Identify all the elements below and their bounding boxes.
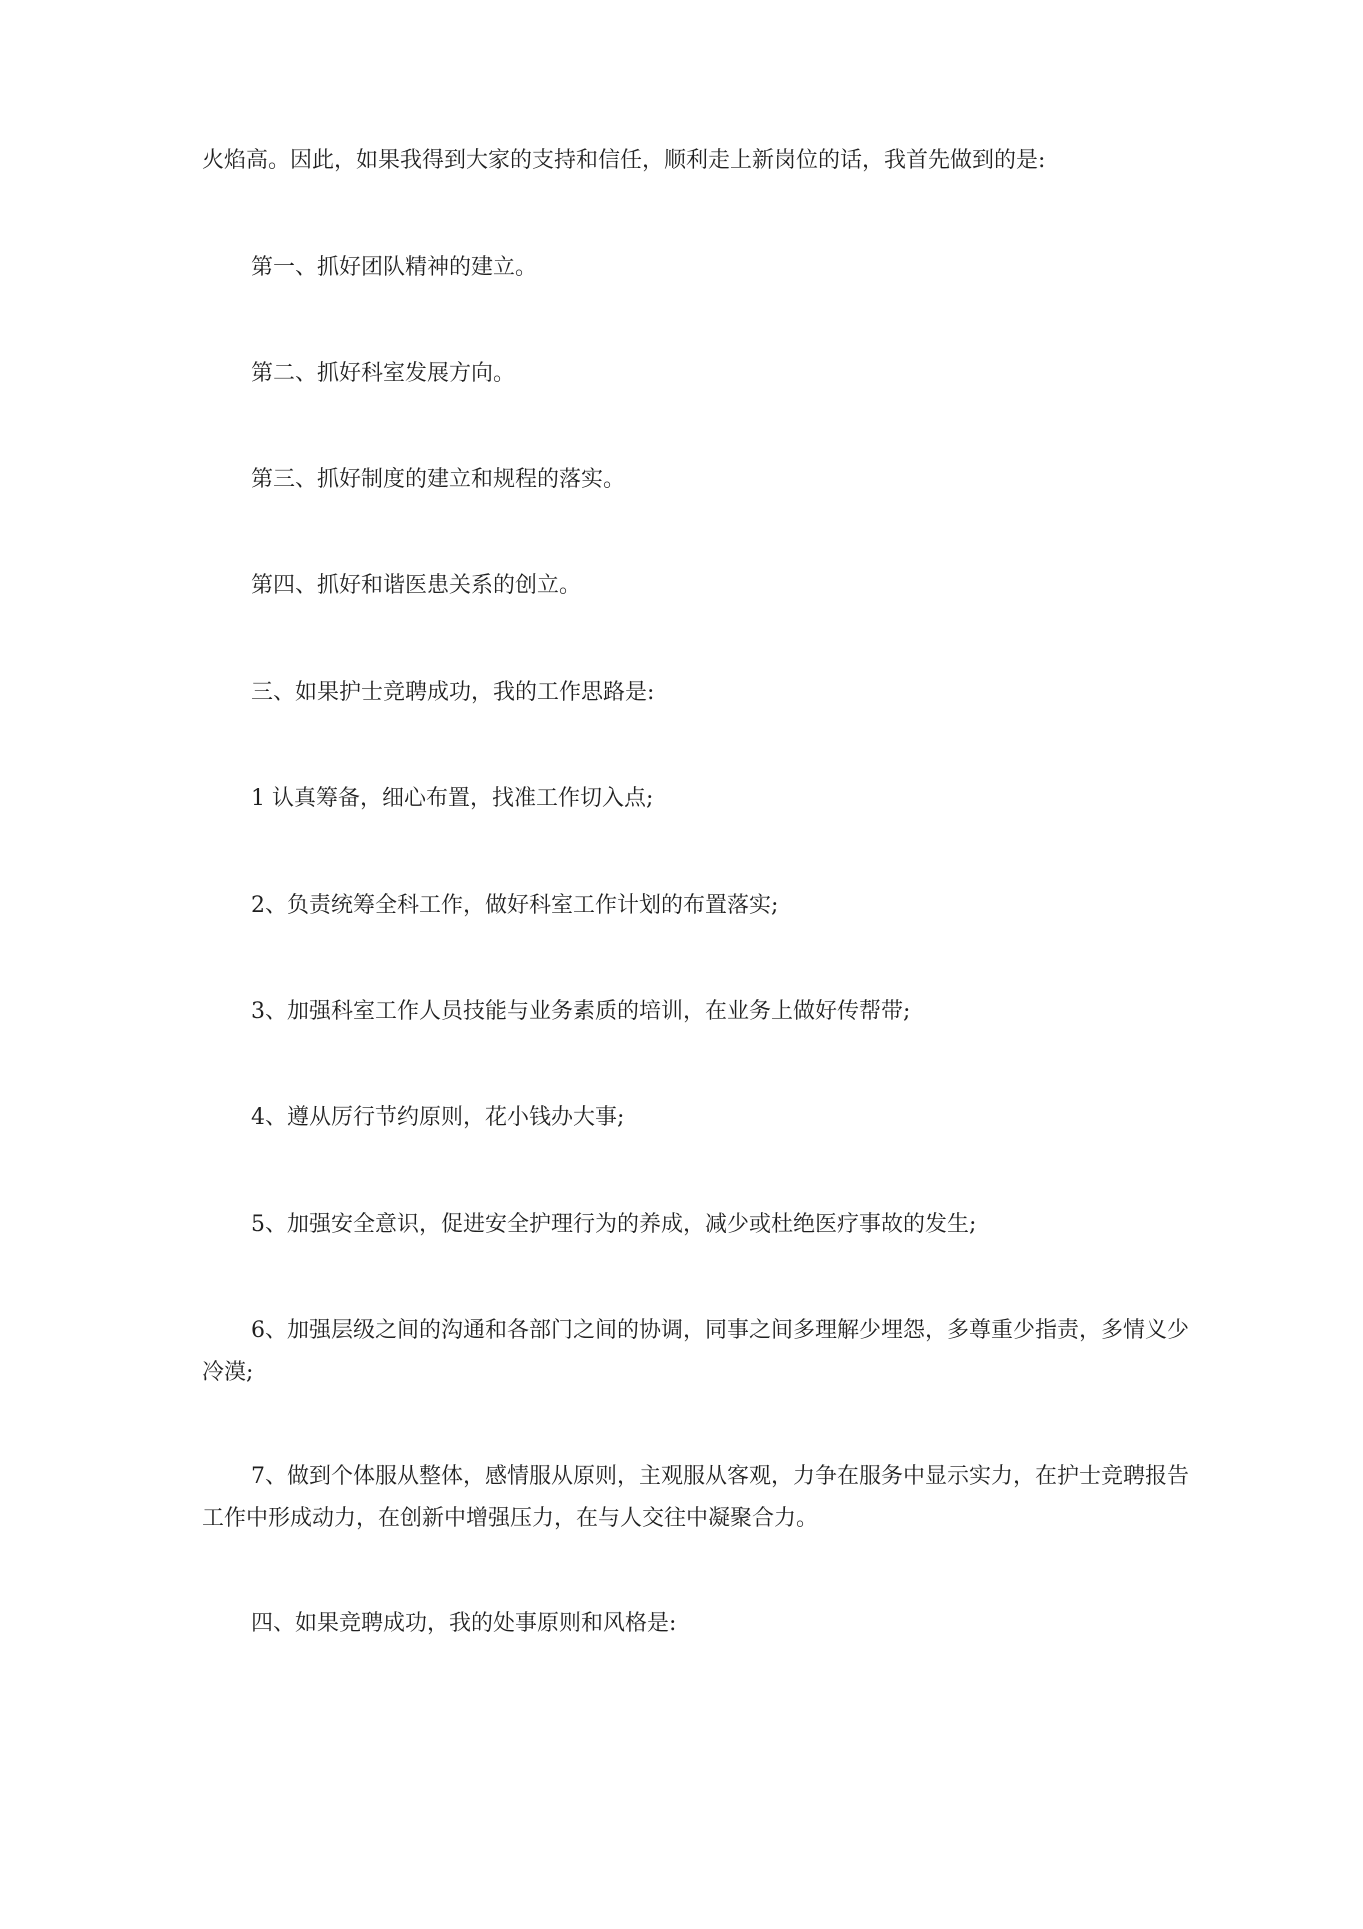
list-item-4: 4、遵从厉行节约原则，花小钱办大事;: [251, 1105, 625, 1130]
paragraph-item-first: 第一、抓好团队精神的建立。: [251, 255, 538, 280]
paragraph-item-fourth: 第四、抓好和谐医患关系的创立。: [251, 573, 582, 598]
list-item-1: 1 认真筹备，细心布置，找准工作切入点;: [251, 786, 654, 811]
list-item-2: 2、负责统筹全科工作，做好科室工作计划的布置落实;: [251, 893, 779, 918]
list-item-3: 3、加强科室工作人员技能与业务素质的培训，在业务上做好传帮带;: [251, 999, 911, 1024]
paragraph-item-third: 第三、抓好制度的建立和规程的落实。: [251, 467, 626, 492]
section-heading-three: 三、如果护士竞聘成功，我的工作思路是:: [251, 680, 655, 705]
paragraph-continuation: 火焰高。因此，如果我得到大家的支持和信任，顺利走上新岗位的话，我首先做到的是:: [202, 148, 1046, 173]
list-item-6: 6、加强层级之间的沟通和各部门之间的协调，同事之间多理解少埋怨，多尊重少指责，多情义少冷漠;: [202, 1318, 1190, 1385]
paragraph-item-second: 第二、抓好科室发展方向。: [251, 361, 516, 386]
list-item-7: 7、做到个体服从整体，感情服从原则，主观服从客观，力争在服务中显示实力，在护士竞聘报告工作中形成动力，在创新中增强压力，在与人交往中凝聚合力。: [202, 1464, 1190, 1531]
list-item-5: 5、加强安全意识，促进安全护理行为的养成，减少或杜绝医疗事故的发生;: [251, 1212, 977, 1237]
section-heading-four: 四、如果竞聘成功，我的处事原则和风格是:: [251, 1611, 677, 1636]
